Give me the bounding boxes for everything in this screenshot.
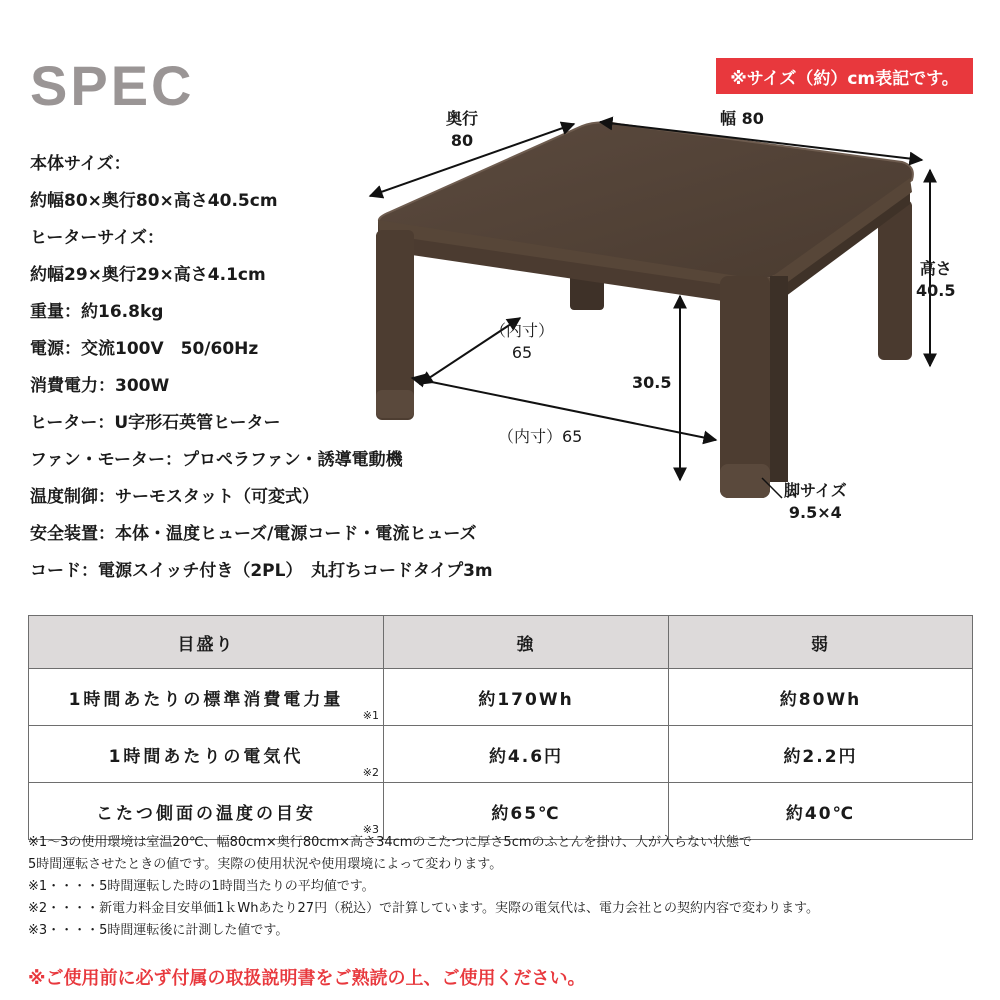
- footnote: ※2・・・・新電力料金目安単価1ｋWhあたり27円（税込）で計算しています。実際の電気代は、電力会社との契約内容で変わります。: [28, 901, 819, 916]
- spec-item: 約幅29×奥行29×高さ4.1cm: [30, 265, 266, 285]
- strong-value: 約65℃: [384, 783, 669, 840]
- table-row: [29, 783, 973, 840]
- spec-item: 約幅80×奥行80×高さ40.5cm: [30, 191, 278, 211]
- inner-depth-label: （内寸）: [490, 321, 555, 340]
- spec-item: コード：電源スイッチ付き（2PL） 丸打ちコードタイプ3m: [30, 561, 493, 581]
- page-title: SPEC: [30, 54, 195, 117]
- clearance-dimension: 30.5: [632, 373, 672, 392]
- spec-item: 温度制御：サーモスタット（可変式）: [30, 487, 319, 507]
- height-dimension: [916, 258, 955, 302]
- width-dimension: 幅 80: [720, 109, 764, 128]
- spec-item: ヒーター：U字形石英管ヒーター: [30, 413, 281, 433]
- weak-value: 約40℃: [669, 783, 973, 840]
- spec-item: ヒーターサイズ：: [30, 228, 164, 248]
- weak-value: 約2.2円: [669, 726, 973, 783]
- kotatsu-table-illustration: [350, 100, 1000, 530]
- strong-value: 約4.6円: [384, 726, 669, 783]
- table-header-row: [29, 616, 973, 669]
- inner-depth-dimension: [490, 320, 554, 364]
- column-header-weak: 弱: [669, 616, 973, 669]
- strong-value: 約170Wh: [384, 669, 669, 726]
- row-label-text: 1時間あたりの電気代: [108, 746, 304, 767]
- row-label-text: 1時間あたりの標準消費電力量: [68, 689, 344, 710]
- row-label: [29, 726, 384, 783]
- depth-dimension: [446, 108, 478, 152]
- column-header-strong: 強: [384, 616, 669, 669]
- spec-item: 本体サイズ：: [30, 154, 131, 174]
- table-dimension-figure: [350, 100, 1000, 530]
- leg-size-label: 脚サイズ: [784, 481, 847, 500]
- footnote: ※1・・・・5時間運転した時の1時間当たりの平均値です。: [28, 879, 375, 894]
- back-right-leg: [878, 200, 912, 360]
- spec-item: 電源：交流100V 50/60Hz: [30, 339, 259, 359]
- row-ref: ※1: [362, 709, 379, 722]
- height-value: 40.5: [916, 281, 956, 300]
- inner-width-dimension: （内寸）65: [498, 427, 583, 446]
- table-row: [29, 669, 973, 726]
- depth-value: 80: [450, 131, 474, 150]
- row-label: [29, 783, 384, 840]
- column-header-scale: 目盛り: [29, 616, 384, 669]
- row-label-text: こたつ側面の温度の目安: [96, 803, 316, 824]
- footnote: ※3・・・・5時間運転後に計測した値です。: [28, 923, 289, 938]
- weak-value: 約80Wh: [669, 669, 973, 726]
- row-ref: ※2: [362, 766, 379, 779]
- leg-size-dimension: [784, 480, 847, 524]
- leg-size-value: 9.5×4: [788, 503, 842, 522]
- spec-item: 消費電力：300W: [30, 376, 170, 396]
- row-ref: ※3: [362, 823, 379, 836]
- spec-item: 重量：約16.8kg: [30, 302, 164, 322]
- height-label: 高さ: [919, 259, 952, 278]
- heater-level-table: [28, 615, 973, 840]
- size-note-badge: ※サイズ（約）cm表記です。: [716, 58, 973, 94]
- spec-item: 安全装置：本体・温度ヒューズ/電源コード・電流ヒューズ: [30, 524, 477, 544]
- table-row: [29, 726, 973, 783]
- spec-item: ファン・モーター：プロペラファン・誘導電動機: [30, 450, 403, 470]
- footnotes: [28, 832, 988, 942]
- footnote: ※1～3の使用環境は室温20℃、幅80cm×奥行80cm×高さ34cmのこたつに厚さ5cmのふとんを掛け、人が入らない状態で: [28, 835, 752, 850]
- front-right-leg-foot: [720, 464, 770, 498]
- usage-warning: ※ご使用前に必ず付属の取扱説明書をご熟読の上、ご使用ください。: [28, 968, 586, 989]
- depth-label: 奥行: [446, 109, 479, 128]
- right-side-leg: [770, 276, 788, 482]
- front-left-leg-foot: [376, 390, 414, 418]
- row-label: [29, 669, 384, 726]
- footnote: 5時間運転させたときの値です。実際の使用状況や使用環境によって変わります。: [28, 857, 503, 872]
- inner-depth-value: 65: [511, 343, 533, 362]
